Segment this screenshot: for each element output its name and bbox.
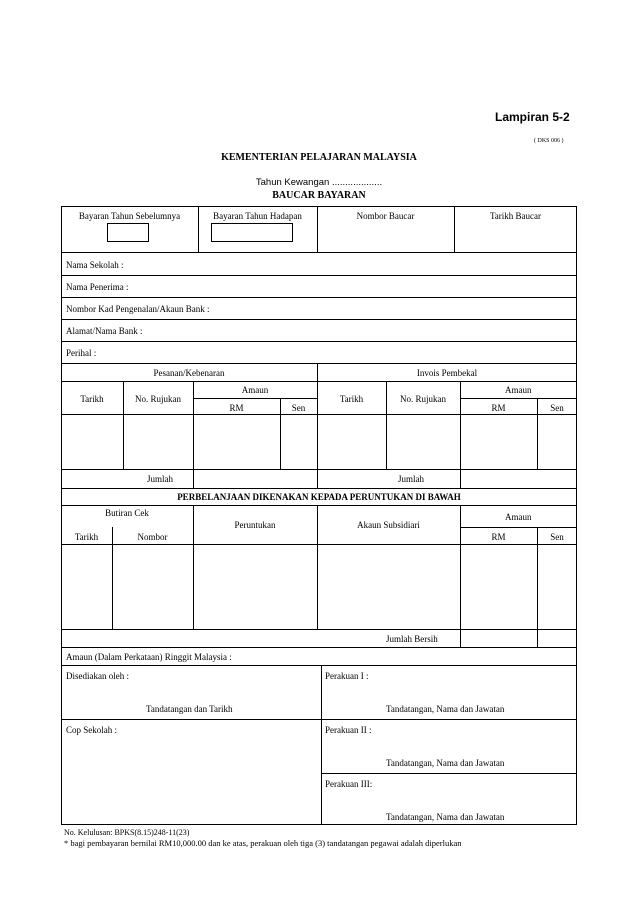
next-year-label: Bayaran Tahun Hadapan (213, 211, 302, 221)
ic-account-field[interactable]: Nombor Kad Pengenalan/Akaun Bank : (66, 304, 210, 314)
certification-2-label: Perakuan II : (325, 725, 372, 735)
voucher-number-label: Nombor Baucar (356, 211, 415, 221)
prepared-by-label: Disediakan oleh : (66, 671, 129, 681)
certification-3-signature: Tandatangan, Nama dan Jawatan (386, 812, 505, 822)
subsidiary-account-header: Akaun Subsidiari (357, 520, 420, 530)
order-amount-header: Amaun (241, 385, 269, 395)
net-total-label: Jumlah Bersih (386, 634, 438, 644)
certification-1-signature: Tandatangan, Nama dan Jawatan (386, 704, 505, 714)
allocation-header: Peruntukan (234, 520, 276, 530)
lampiran-label: Lampiran 5-2 (495, 110, 570, 124)
ministry-title: KEMENTERIAN PELAJARAN MALAYSIA (221, 152, 417, 163)
school-name-field[interactable]: Nama Sekolah : (66, 260, 124, 270)
cheque-date-header: Tarikh (74, 532, 99, 542)
next-year-checkbox[interactable] (211, 223, 293, 242)
order-header: Pesanan/Kebenaran (153, 368, 225, 378)
expenditure-heading: PERBELANJAAN DIKENAKAN KEPADA PERUNTUKAN DI BAWAH (177, 492, 461, 502)
certification-2-signature: Tandatangan, Nama dan Jawatan (386, 758, 505, 768)
invoice-ref-header: No. Rujukan (400, 394, 446, 404)
approval-number: No. Kelulusan: BPKS(8.15)248-11(23) (64, 828, 190, 837)
expense-sen-header: Sen (550, 532, 564, 542)
bank-address-field[interactable]: Alamat/Nama Bank : (66, 326, 143, 336)
expense-rm-header: RM (491, 532, 506, 542)
payee-name-field[interactable]: Nama Penerima : (66, 282, 129, 292)
invoice-header: Invois Pembekal (416, 368, 478, 378)
invoice-amount-header: Amaun (505, 385, 532, 395)
certification-3-label: Perakuan III: (325, 779, 373, 789)
order-sen-header: Sen (291, 403, 306, 413)
prev-year-checkbox[interactable] (107, 223, 149, 242)
signature-date-label: Tandatangan dan Tarikh (146, 704, 233, 714)
description-field[interactable]: Perihal : (66, 348, 97, 358)
expense-amount-header: Amaun (505, 512, 532, 522)
amount-in-words-field[interactable]: Amaun (Dalam Perkataan) Ringgit Malaysia : (66, 652, 232, 662)
prev-year-label: Bayaran Tahun Sebelumnya (78, 211, 181, 221)
footnote: * bagi pembayaran bernilai RM10,000.00 dan ke atas, perakuan oleh tiga (3) tandatangan pegawai adalah diperlukan (64, 838, 462, 848)
voucher-date-label: Tarikh Baucar (489, 211, 542, 221)
voucher-title: BAUCAR BAYARAN (272, 190, 366, 201)
order-date-header: Tarikh (80, 394, 104, 404)
dks-code: ( DKS 006 ) (534, 138, 564, 144)
cheque-details-header: Butiran Cek (105, 508, 149, 518)
order-rm-header: RM (229, 403, 244, 413)
order-total-label: Jumlah (147, 474, 173, 484)
school-stamp-label: Cop Sekolah : (66, 725, 117, 735)
cheque-number-header: Nombor (137, 532, 168, 542)
invoice-rm-header: RM (491, 403, 506, 413)
invoice-date-header: Tarikh (339, 394, 364, 404)
order-ref-header: No. Rujukan (135, 394, 181, 404)
invoice-total-label: Jumlah (398, 474, 424, 484)
financial-year: Tahun Kewangan ................... (255, 177, 383, 188)
invoice-sen-header: Sen (550, 403, 564, 413)
certification-1-label: Perakuan I : (325, 671, 369, 681)
